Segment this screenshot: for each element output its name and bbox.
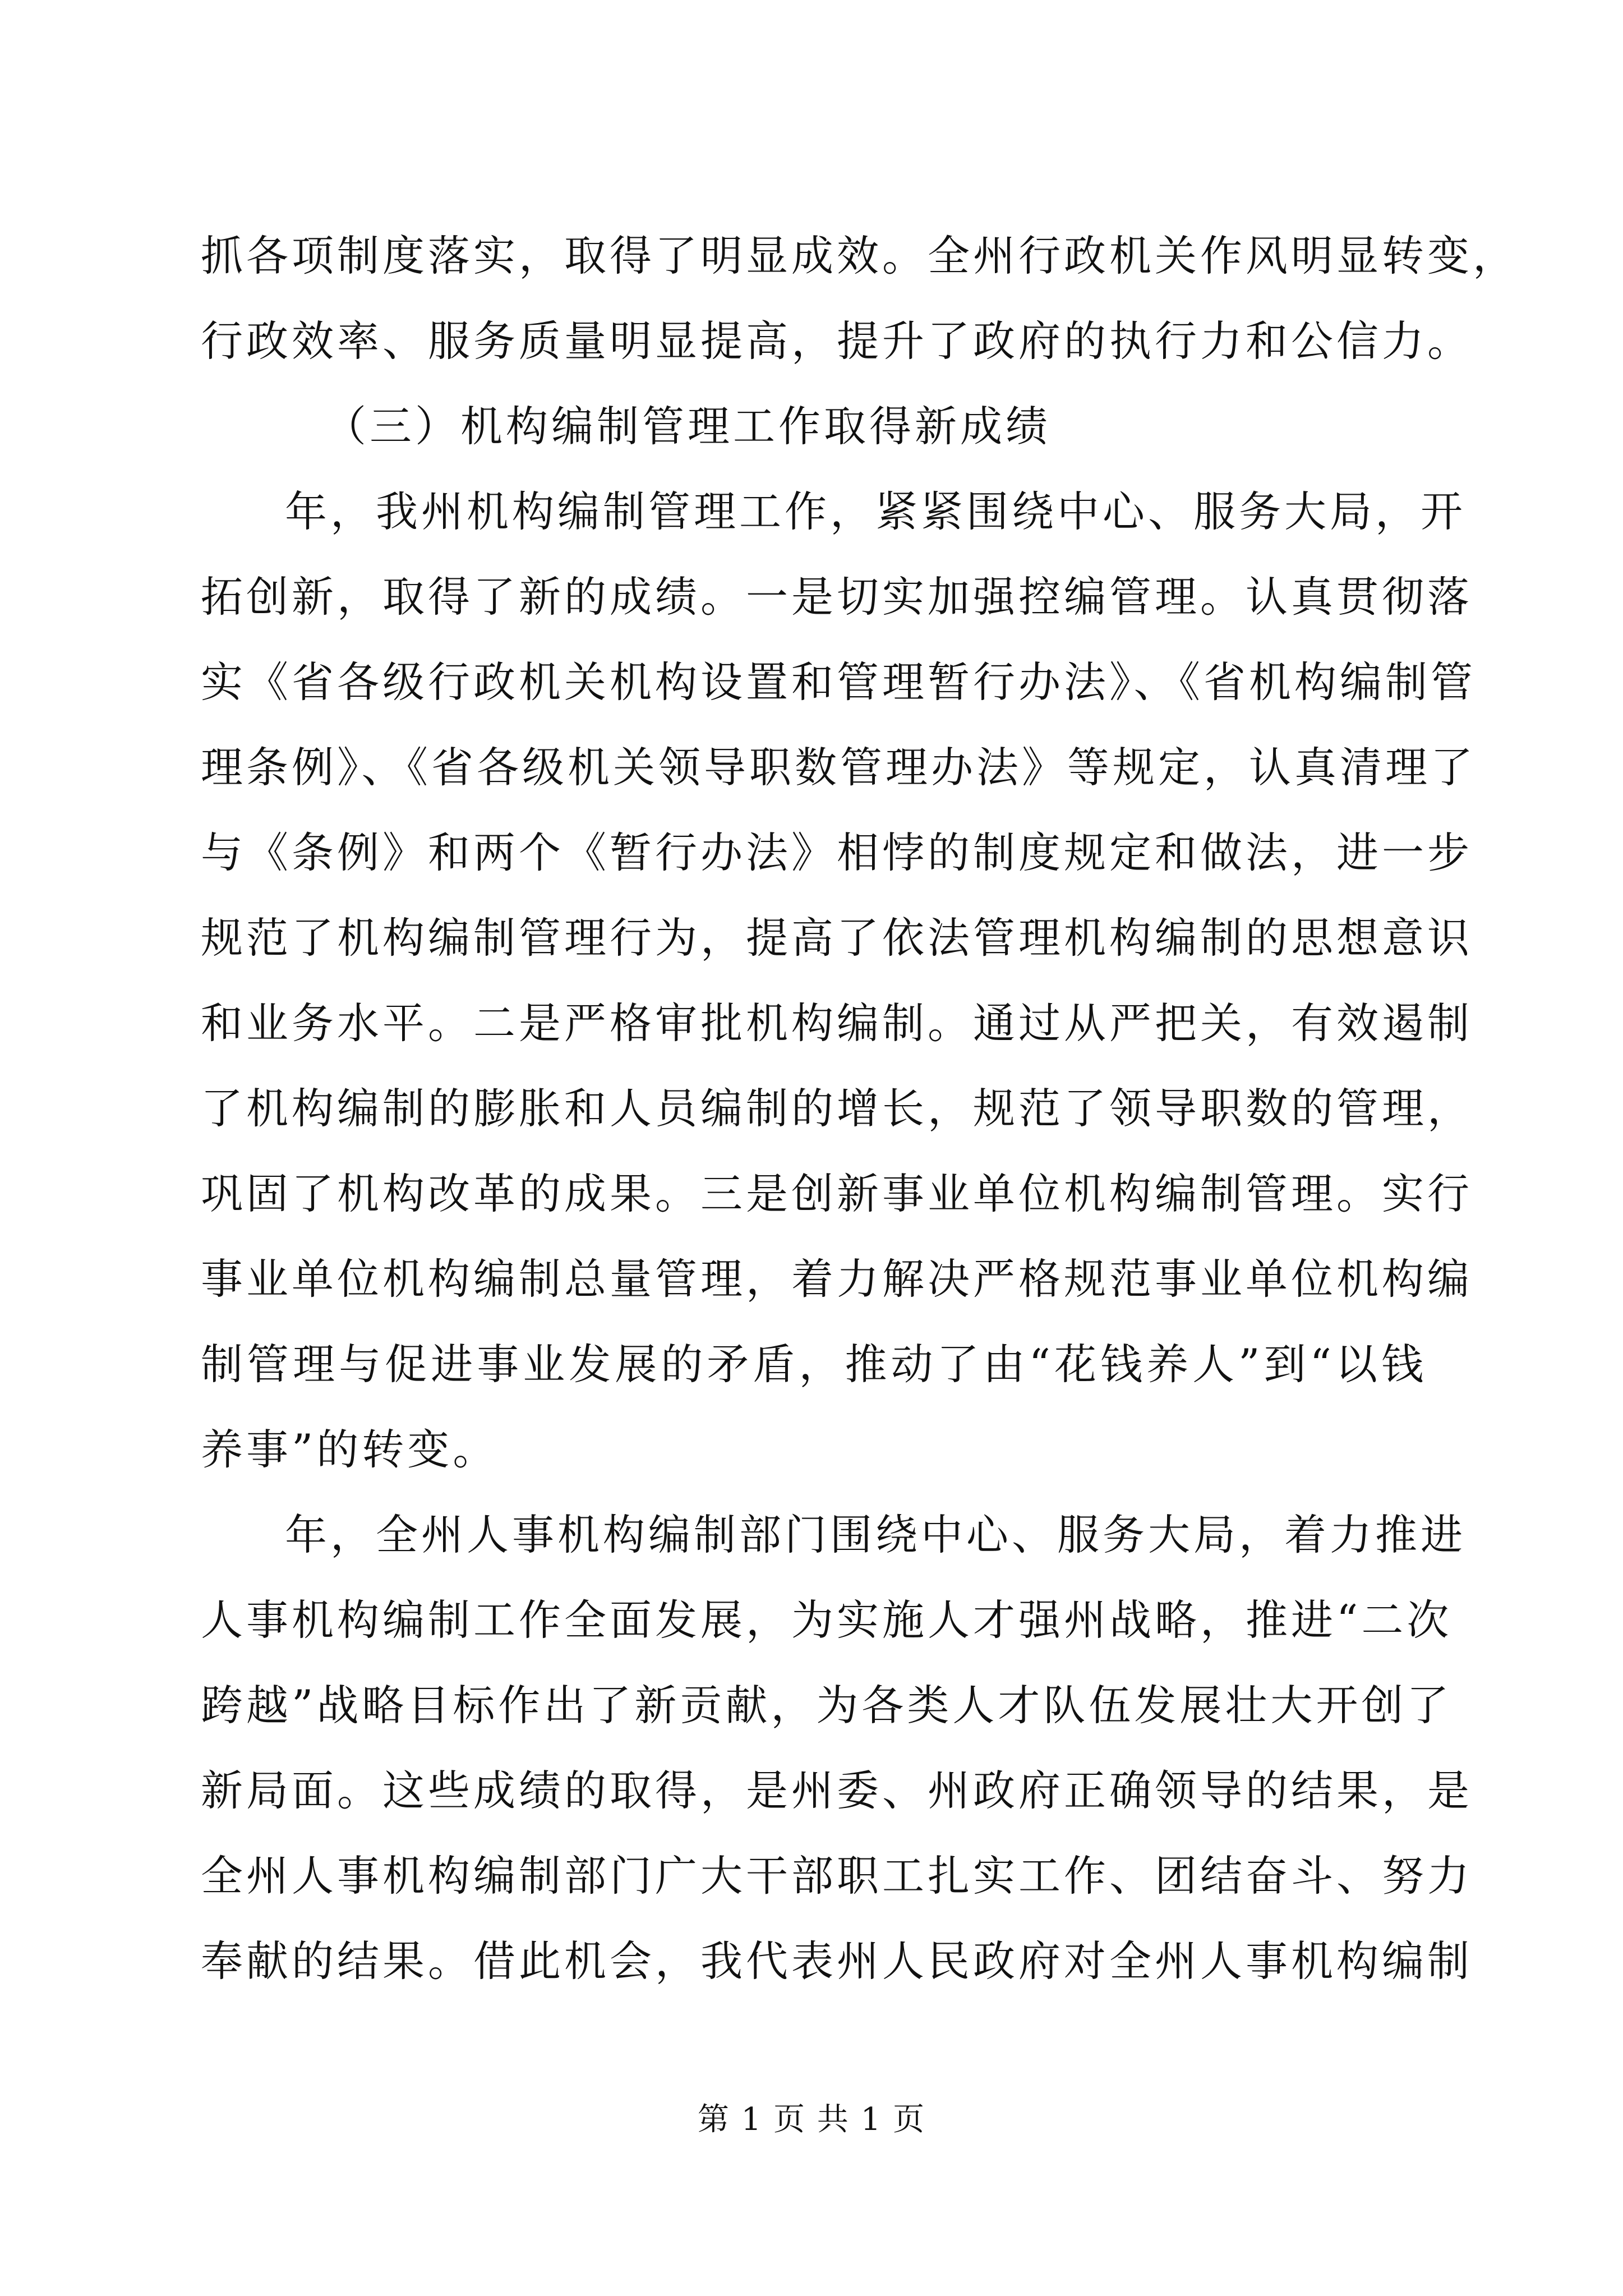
text-line: 新局面。这些成绩的取得，是州委、州政府正确领导的结果，是 [201, 1766, 1473, 1815]
text-line: 理条例》、《省各级机关领导职数管理办法》等规定，认真清理了 [201, 743, 1477, 792]
text-line: 规范了机构编制管理行为，提高了依法管理机构编制的思想意识 [201, 913, 1473, 963]
text-line: 养事”的转变。 [201, 1425, 499, 1474]
text-line: 巩固了机构改革的成果。三是创新事业单位机构编制管理。实行 [201, 1169, 1473, 1218]
text-line: 了机构编制的膨胀和人员编制的增长，规范了领导职数的管理， [201, 1084, 1473, 1133]
text-line: 全州人事机构编制部门广大干部职工扎实工作、团结奋斗、努力 [201, 1851, 1473, 1901]
text-line: 年，全州人事机构编制部门围绕中心、服务大局，着力推进 [285, 1510, 1467, 1559]
document-body [201, 213, 1519, 2004]
text-line: 行政效率、服务质量明显提高，提升了政府的执行力和公信力。 [201, 316, 1473, 366]
text-line: 奉献的结果。借此机会，我代表州人民政府对全州人事机构编制 [201, 1936, 1473, 1986]
section-heading: （三）机构编制管理工作取得新成绩 [324, 402, 1052, 451]
text-line: 事业单位机构编制总量管理，着力解决严格规范事业单位机构编 [201, 1254, 1473, 1304]
text-line: 与《条例》和两个《暂行办法》相悖的制度规定和做法，进一步 [201, 828, 1473, 877]
text-line: 和业务水平。二是严格审批机构编制。通过从严把关，有效遏制 [201, 999, 1473, 1048]
text-line: 制管理与促进事业发展的矛盾，推动了由“花钱养人”到“以钱 [201, 1340, 1427, 1389]
text-line: 实《省各级行政机关机构设置和管理暂行办法》、《省机构编制管 [201, 657, 1477, 707]
text-line: 人事机构编制工作全面发展，为实施人才强州战略，推进“二次 [201, 1595, 1453, 1645]
text-line: 拓创新，取得了新的成绩。一是切实加强控编管理。认真贯彻落 [201, 572, 1473, 622]
page-number-footer: 第 1 页 共 1 页 [697, 2101, 926, 2138]
text-line: 抓各项制度落实，取得了明显成效。全州行政机关作风明显转变， [201, 231, 1519, 280]
text-line: 跨越”战略目标作出了新贡献，为各类人才队伍发展壮大开创了 [201, 1681, 1453, 1730]
text-line: 年，我州机构编制管理工作，紧紧围绕中心、服务大局，开 [285, 487, 1467, 536]
